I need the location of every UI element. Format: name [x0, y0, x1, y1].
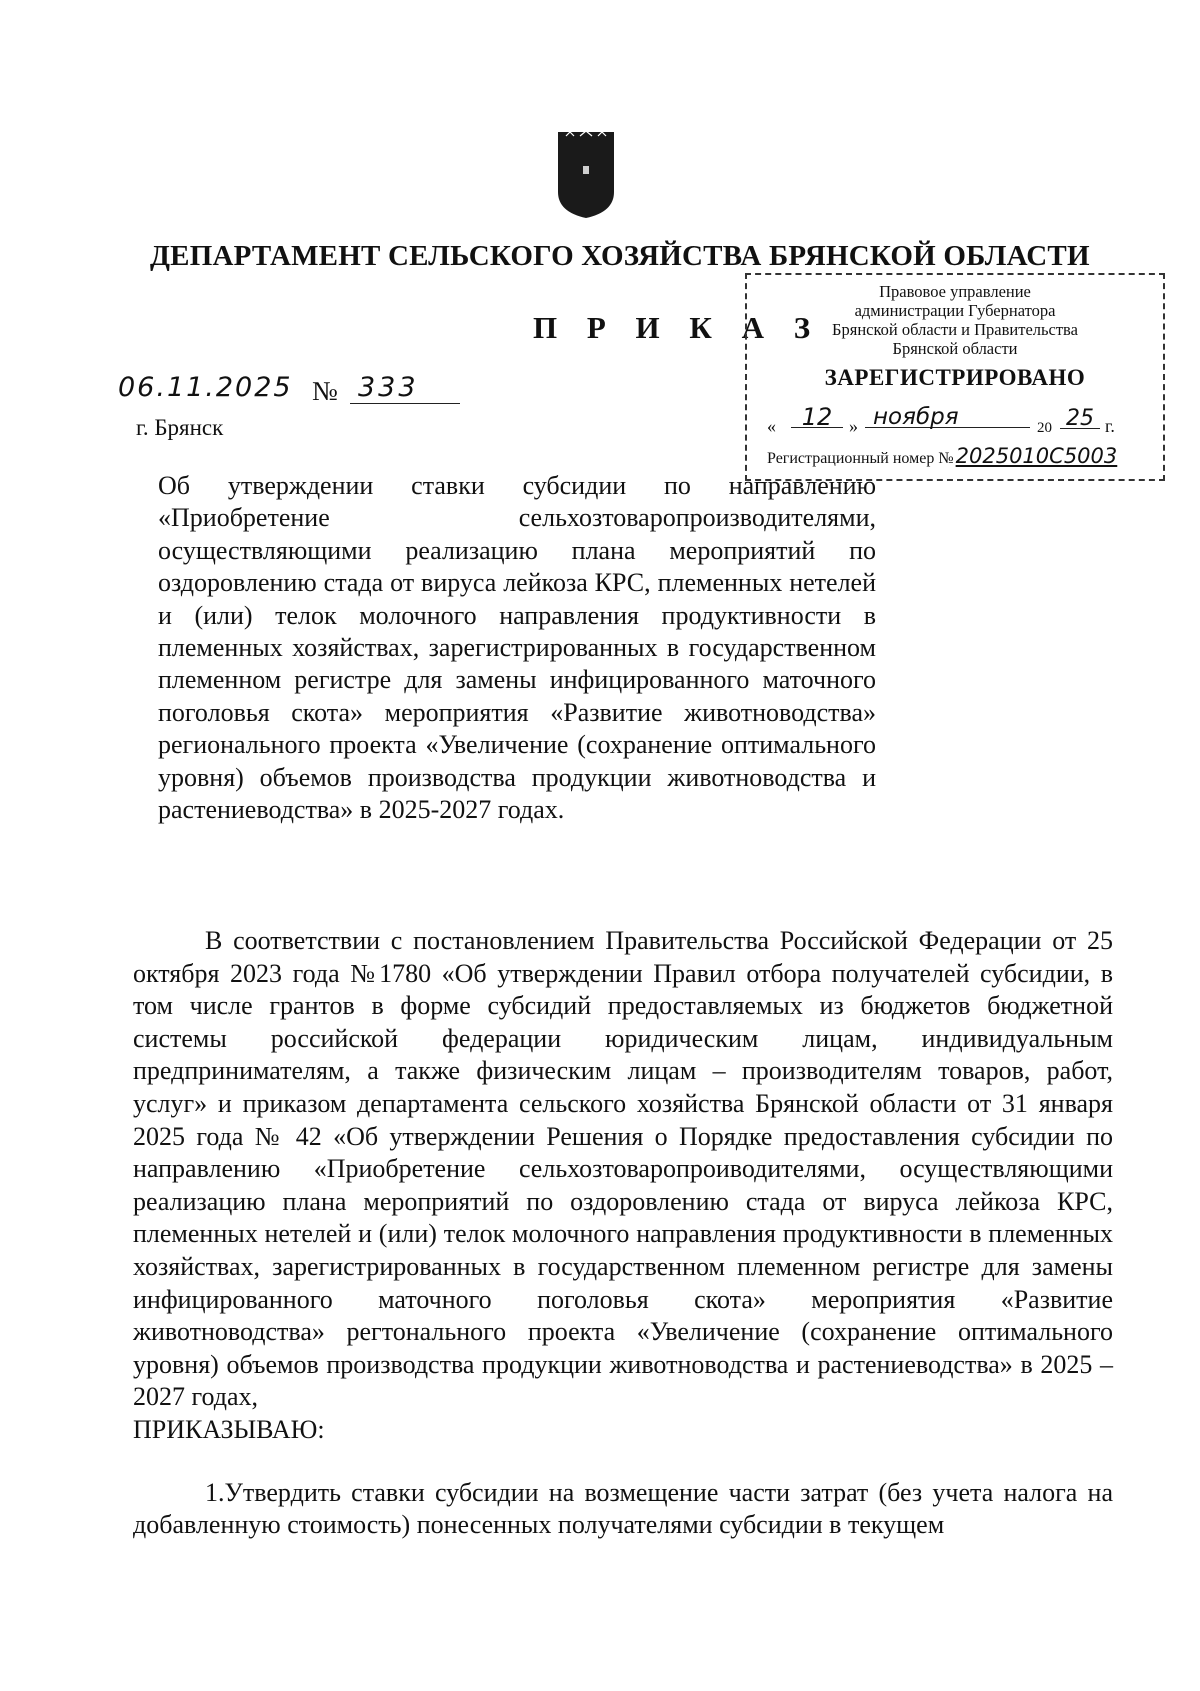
registration-stamp — [745, 273, 1165, 481]
department-title: ДЕПАРТАМЕНТ СЕЛЬСКОГО ХОЗЯЙСТВА БРЯНСКОЙ ОБЛАСТИ — [150, 240, 1090, 272]
order-number: 333 — [350, 372, 460, 404]
stamp-year-prefix: 20 — [1037, 420, 1052, 436]
stamp-reg-number-row — [767, 444, 1157, 468]
order-body — [133, 925, 1113, 1542]
preamble-paragraph: В соответствии с постановлением Правительства Российской Федерации от 25 октября 2023 года №1780 «Об утверждении Правил отбора получателей субсидии, в том числе грантов в форме субсидий предоставляемых из бюджетов бюджетной системы российской федерации юридическим лицам, индивидуальным предпринимателям, а также физическим лицам – производителям товаров, работ, услуг» и приказом департамента сельского хозяйства Брянской области от 31 января 2025 года № 42 «Об утверждении Решения о Порядке предоставления субсидии по направлению «Приобретение сельхозтоваропроиводителями, осуществляющими реализацию плана мероприятий по оздоровлению стада от вируса лейкоза КРС, племенных нетелей и (или) телок молочного направления продуктивности в племенных хозяйствах, зарегистрированных в государственном племенном регистре для замены инфицированного маточного поголовья скота» мероприятия «Развитие животноводства» регтонального проекта «Увеличение (сохранение оптимального уровня) объемов производства продукции животноводства и растениеводства» в 2025 – 2027 годах, — [133, 926, 1113, 1412]
order-date-number-row — [118, 372, 468, 412]
document-type-title: П Р И К А З — [533, 310, 822, 345]
decree-word: ПРИКАЗЫВАЮ: — [133, 1414, 325, 1444]
order-city: г. Брянск — [136, 415, 224, 440]
stamp-date — [767, 403, 1147, 441]
stamp-day: 12 — [791, 408, 843, 428]
stamp-quote-open: « — [767, 416, 776, 436]
stamp-line-4: Брянской области — [892, 339, 1018, 358]
stamp-reg-number: 2025010С5003 — [955, 444, 1118, 468]
stamp-line-3: Брянской области и Правительства — [832, 320, 1078, 339]
order-number-label: № — [312, 376, 338, 406]
stamp-quote-close: » — [849, 416, 858, 436]
stamp-line-1: Правовое управление — [879, 282, 1031, 301]
stamp-reg-number-label: Регистрационный номер № — [767, 450, 954, 467]
stamp-status: ЗАРЕГИСТРИРОВАНО — [824, 365, 1086, 390]
stamp-month: ноября — [865, 408, 1030, 428]
coat-of-arms-icon — [556, 130, 616, 220]
stamp-year-handwritten: 25 — [1060, 409, 1100, 429]
stamp-year-suffix: г. — [1105, 416, 1115, 436]
stamp-line-2: администрации Губернатора — [854, 301, 1056, 320]
item-1-paragraph: 1.Утвердить ставки субсидии на возмещение части затрат (без учета налога на добавленную стоимость) понесенных получателями субсидии в текущем — [133, 1477, 1113, 1540]
order-date: 06.11.2025 — [118, 372, 293, 403]
order-subject: Об утверждении ставки субсидии по направлению «Приобретение сельхозтоваропроизводителями, осуществляющими реализацию плана мероприятий по оздоровлению стада от вируса лейкоза КРС, племенных нетелей и (или) телок молочного направления продуктивности в племенных хозяйствах, зарегистрированных в государственном племенном регистре для замены инфицированного маточного поголовья скота» мероприятия «Развитие животноводства» регионального проекта «Увеличение (сохранение оптимального уровня) объемов производства продукции животноводства и растениеводства» в 2025-2027 годах. — [158, 471, 876, 825]
